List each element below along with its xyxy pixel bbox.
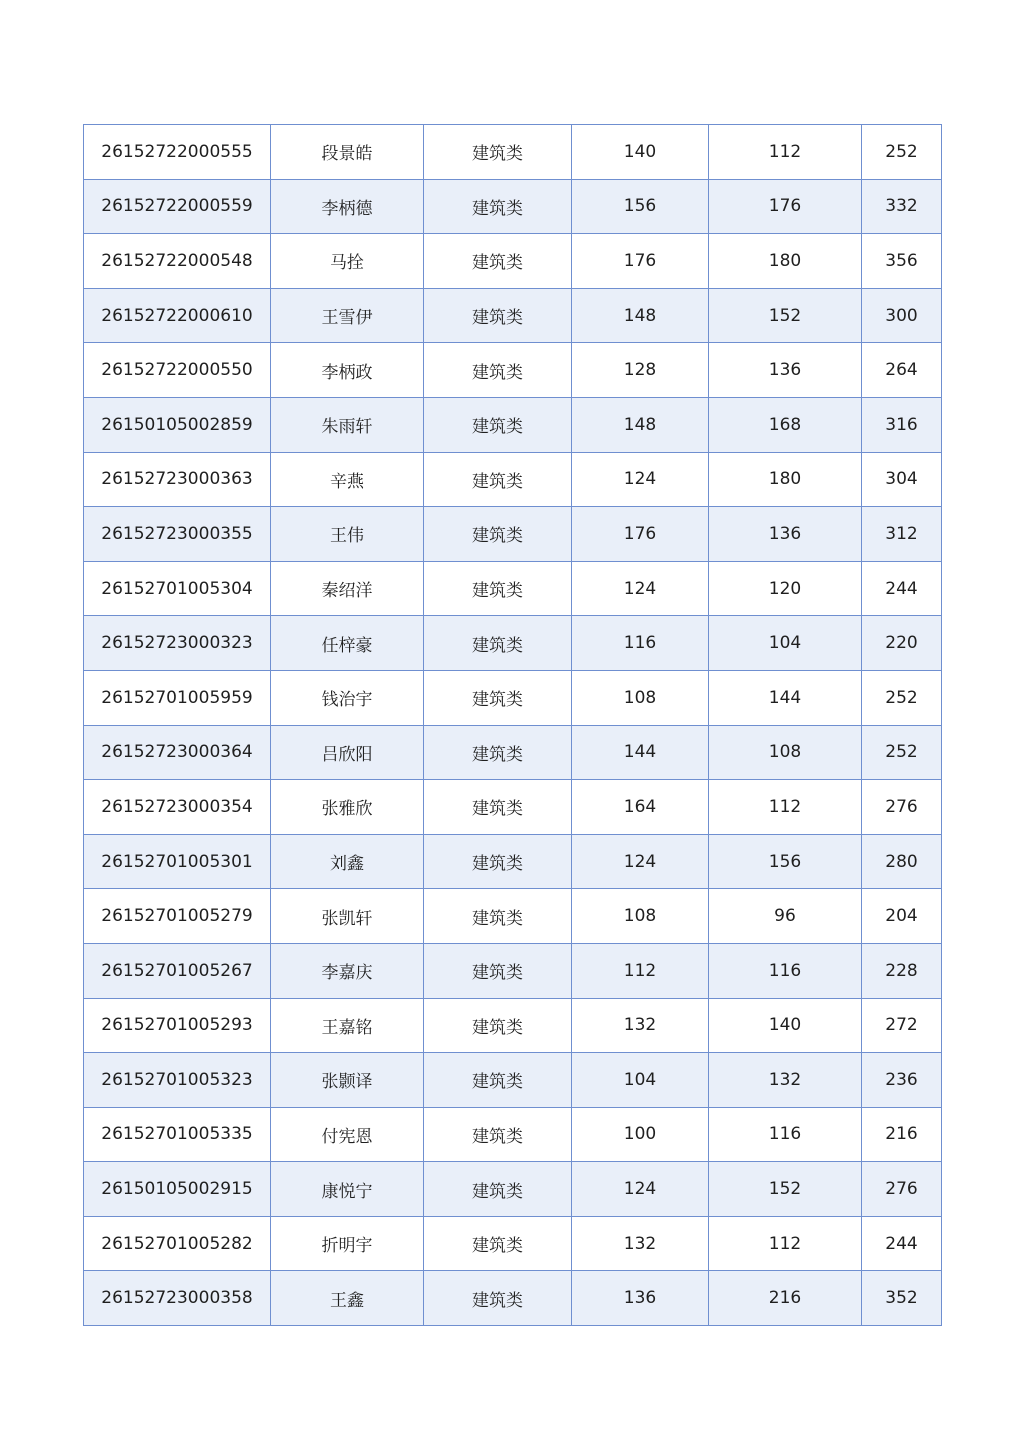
score2-cell: 152 <box>709 1162 862 1217</box>
score2-cell: 112 <box>709 125 862 180</box>
candidate-id-cell: 26152723000358 <box>84 1271 271 1326</box>
candidate-id-cell: 26152723000354 <box>84 780 271 835</box>
category-cell: 建筑类 <box>424 780 572 835</box>
score-table <box>83 124 942 1326</box>
candidate-id-cell: 26152701005304 <box>84 561 271 616</box>
name-cell: 康悦宁 <box>271 1162 424 1217</box>
name-cell: 王伟 <box>271 507 424 562</box>
name-cell: 辛燕 <box>271 452 424 507</box>
score2-cell: 144 <box>709 670 862 725</box>
score1-cell: 116 <box>572 616 709 671</box>
candidate-id-cell: 26152701005282 <box>84 1216 271 1271</box>
table-row <box>84 125 942 180</box>
table-row <box>84 834 942 889</box>
candidate-id-cell: 26152722000559 <box>84 179 271 234</box>
table-row <box>84 889 942 944</box>
score1-cell: 176 <box>572 234 709 289</box>
score2-cell: 136 <box>709 343 862 398</box>
table-row <box>84 1162 942 1217</box>
score1-cell: 104 <box>572 1053 709 1108</box>
category-cell: 建筑类 <box>424 397 572 452</box>
category-cell: 建筑类 <box>424 507 572 562</box>
table-row <box>84 670 942 725</box>
score2-cell: 140 <box>709 998 862 1053</box>
total-cell: 252 <box>862 670 942 725</box>
category-cell: 建筑类 <box>424 889 572 944</box>
score1-cell: 124 <box>572 834 709 889</box>
total-cell: 312 <box>862 507 942 562</box>
candidate-id-cell: 26152723000363 <box>84 452 271 507</box>
score2-cell: 132 <box>709 1053 862 1108</box>
score1-cell: 100 <box>572 1107 709 1162</box>
score2-cell: 108 <box>709 725 862 780</box>
score2-cell: 156 <box>709 834 862 889</box>
score1-cell: 148 <box>572 397 709 452</box>
category-cell: 建筑类 <box>424 288 572 343</box>
table-row <box>84 1107 942 1162</box>
table-row <box>84 780 942 835</box>
candidate-id-cell: 26152701005301 <box>84 834 271 889</box>
score2-cell: 216 <box>709 1271 862 1326</box>
category-cell: 建筑类 <box>424 1271 572 1326</box>
candidate-id-cell: 26150105002859 <box>84 397 271 452</box>
category-cell: 建筑类 <box>424 343 572 398</box>
total-cell: 356 <box>862 234 942 289</box>
score1-cell: 144 <box>572 725 709 780</box>
table-row <box>84 943 942 998</box>
name-cell: 王嘉铭 <box>271 998 424 1053</box>
table-row <box>84 343 942 398</box>
score1-cell: 156 <box>572 179 709 234</box>
table-row <box>84 998 942 1053</box>
total-cell: 276 <box>862 780 942 835</box>
candidate-id-cell: 26152723000364 <box>84 725 271 780</box>
name-cell: 钱治宇 <box>271 670 424 725</box>
name-cell: 付宪恩 <box>271 1107 424 1162</box>
name-cell: 吕欣阳 <box>271 725 424 780</box>
total-cell: 252 <box>862 125 942 180</box>
table-row <box>84 179 942 234</box>
category-cell: 建筑类 <box>424 561 572 616</box>
table-row <box>84 561 942 616</box>
table-row <box>84 452 942 507</box>
total-cell: 300 <box>862 288 942 343</box>
candidate-id-cell: 26152723000355 <box>84 507 271 562</box>
total-cell: 316 <box>862 397 942 452</box>
score2-cell: 180 <box>709 452 862 507</box>
score2-cell: 96 <box>709 889 862 944</box>
candidate-id-cell: 26152701005267 <box>84 943 271 998</box>
category-cell: 建筑类 <box>424 725 572 780</box>
total-cell: 352 <box>862 1271 942 1326</box>
candidate-id-cell: 26150105002915 <box>84 1162 271 1217</box>
score2-cell: 152 <box>709 288 862 343</box>
category-cell: 建筑类 <box>424 1107 572 1162</box>
name-cell: 朱雨轩 <box>271 397 424 452</box>
category-cell: 建筑类 <box>424 125 572 180</box>
table-row <box>84 1216 942 1271</box>
name-cell: 段景皓 <box>271 125 424 180</box>
total-cell: 304 <box>862 452 942 507</box>
total-cell: 228 <box>862 943 942 998</box>
score2-cell: 168 <box>709 397 862 452</box>
candidate-id-cell: 26152722000548 <box>84 234 271 289</box>
score1-cell: 136 <box>572 1271 709 1326</box>
candidate-id-cell: 26152722000610 <box>84 288 271 343</box>
name-cell: 刘鑫 <box>271 834 424 889</box>
score1-cell: 124 <box>572 561 709 616</box>
name-cell: 李柄德 <box>271 179 424 234</box>
category-cell: 建筑类 <box>424 452 572 507</box>
score1-cell: 112 <box>572 943 709 998</box>
name-cell: 李柄政 <box>271 343 424 398</box>
score1-cell: 128 <box>572 343 709 398</box>
table-row <box>84 1053 942 1108</box>
score1-cell: 140 <box>572 125 709 180</box>
candidate-id-cell: 26152723000323 <box>84 616 271 671</box>
table-row <box>84 725 942 780</box>
candidate-id-cell: 26152722000550 <box>84 343 271 398</box>
score2-cell: 120 <box>709 561 862 616</box>
total-cell: 264 <box>862 343 942 398</box>
table-row <box>84 507 942 562</box>
score2-cell: 176 <box>709 179 862 234</box>
score1-cell: 164 <box>572 780 709 835</box>
category-cell: 建筑类 <box>424 179 572 234</box>
total-cell: 204 <box>862 889 942 944</box>
candidate-id-cell: 26152701005959 <box>84 670 271 725</box>
candidate-id-cell: 26152701005279 <box>84 889 271 944</box>
name-cell: 秦绍洋 <box>271 561 424 616</box>
score2-cell: 116 <box>709 943 862 998</box>
score2-cell: 112 <box>709 1216 862 1271</box>
category-cell: 建筑类 <box>424 234 572 289</box>
category-cell: 建筑类 <box>424 998 572 1053</box>
name-cell: 张雅欣 <box>271 780 424 835</box>
total-cell: 280 <box>862 834 942 889</box>
score1-cell: 176 <box>572 507 709 562</box>
name-cell: 王鑫 <box>271 1271 424 1326</box>
score-table-body <box>84 125 942 1326</box>
total-cell: 220 <box>862 616 942 671</box>
total-cell: 244 <box>862 1216 942 1271</box>
score1-cell: 132 <box>572 1216 709 1271</box>
score2-cell: 180 <box>709 234 862 289</box>
name-cell: 张颢译 <box>271 1053 424 1108</box>
score1-cell: 148 <box>572 288 709 343</box>
category-cell: 建筑类 <box>424 834 572 889</box>
total-cell: 272 <box>862 998 942 1053</box>
table-row <box>84 616 942 671</box>
name-cell: 马拴 <box>271 234 424 289</box>
name-cell: 王雪伊 <box>271 288 424 343</box>
total-cell: 244 <box>862 561 942 616</box>
total-cell: 216 <box>862 1107 942 1162</box>
category-cell: 建筑类 <box>424 1216 572 1271</box>
name-cell: 李嘉庆 <box>271 943 424 998</box>
score1-cell: 132 <box>572 998 709 1053</box>
candidate-id-cell: 26152701005335 <box>84 1107 271 1162</box>
table-row <box>84 397 942 452</box>
name-cell: 折明宇 <box>271 1216 424 1271</box>
name-cell: 任梓豪 <box>271 616 424 671</box>
category-cell: 建筑类 <box>424 616 572 671</box>
candidate-id-cell: 26152701005323 <box>84 1053 271 1108</box>
total-cell: 276 <box>862 1162 942 1217</box>
total-cell: 252 <box>862 725 942 780</box>
score2-cell: 112 <box>709 780 862 835</box>
score2-cell: 116 <box>709 1107 862 1162</box>
score2-cell: 136 <box>709 507 862 562</box>
category-cell: 建筑类 <box>424 670 572 725</box>
score2-cell: 104 <box>709 616 862 671</box>
score1-cell: 124 <box>572 1162 709 1217</box>
score1-cell: 108 <box>572 889 709 944</box>
name-cell: 张凯轩 <box>271 889 424 944</box>
candidate-id-cell: 26152701005293 <box>84 998 271 1053</box>
total-cell: 332 <box>862 179 942 234</box>
table-row <box>84 234 942 289</box>
table-row <box>84 288 942 343</box>
category-cell: 建筑类 <box>424 1162 572 1217</box>
category-cell: 建筑类 <box>424 943 572 998</box>
candidate-id-cell: 26152722000555 <box>84 125 271 180</box>
score1-cell: 108 <box>572 670 709 725</box>
table-row <box>84 1271 942 1326</box>
score1-cell: 124 <box>572 452 709 507</box>
category-cell: 建筑类 <box>424 1053 572 1108</box>
total-cell: 236 <box>862 1053 942 1108</box>
